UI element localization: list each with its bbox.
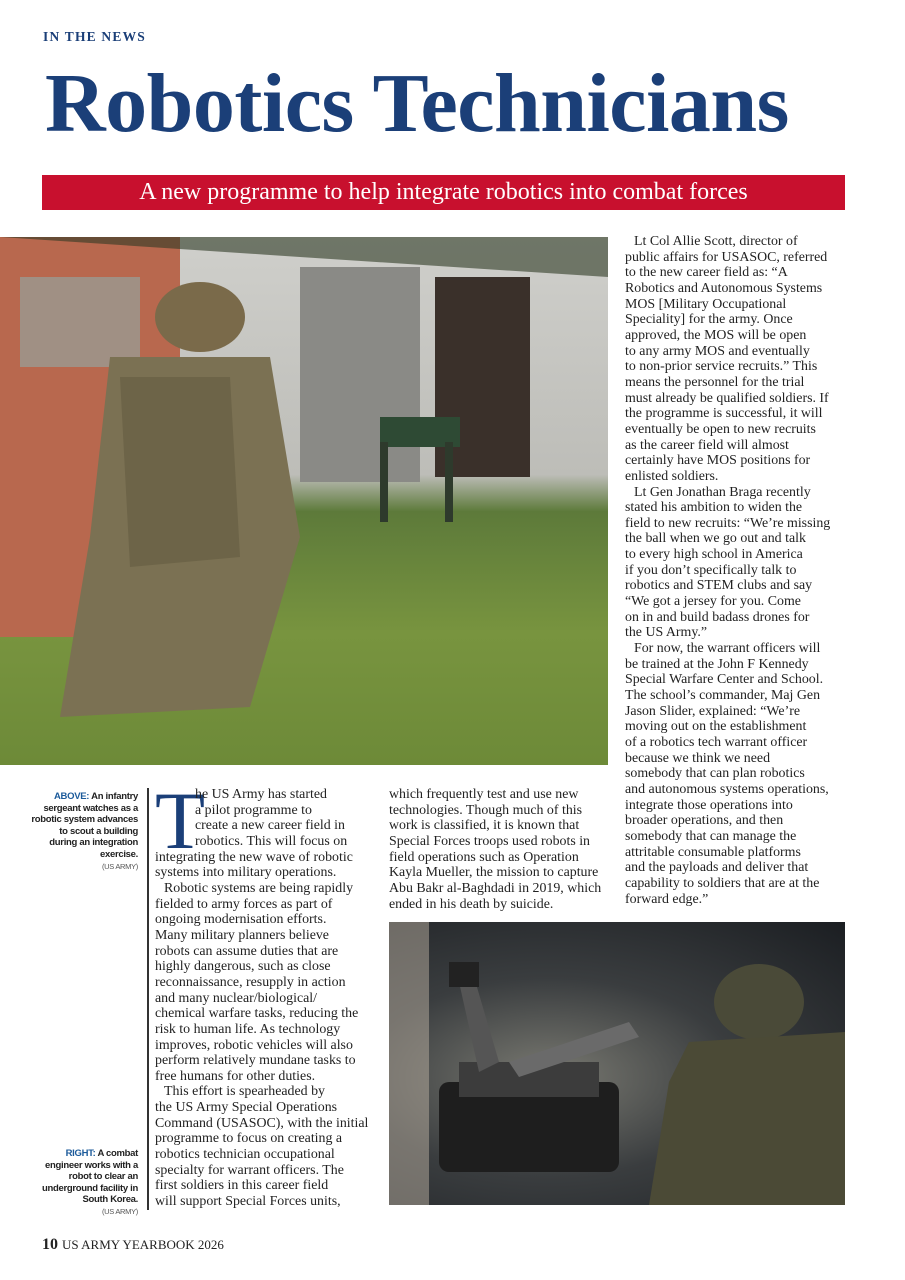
- text-line: approved, the MOS will be open: [625, 327, 807, 343]
- text-line: the ball when we go out and talk: [625, 531, 806, 547]
- photo-soldier-with-robot-dog: [0, 237, 608, 765]
- text-line: somebody that can manage the: [625, 828, 797, 844]
- text-line: which frequently test and use new: [389, 787, 579, 802]
- text-line: risk to human life. As technology: [155, 1021, 341, 1037]
- text-line: forward edge.”: [625, 891, 709, 907]
- text-line: programme to focus on creating a: [155, 1131, 343, 1147]
- caption-credit: (US ARMY): [101, 861, 138, 871]
- text-line: and many nuclear/biological/: [155, 990, 318, 1006]
- drop-cap: T: [155, 775, 206, 866]
- text-line: chemical warfare tasks, reducing the: [155, 1006, 359, 1022]
- text-line: Many military planners believe: [155, 927, 329, 943]
- text-line: field to new recruits: “We’re missing: [625, 515, 831, 531]
- text-line: be trained at the John F Kennedy: [625, 656, 809, 672]
- text-line: robotics and STEM clubs and say: [625, 578, 813, 594]
- text-line: first soldiers in this career field: [155, 1178, 329, 1194]
- text-line: specialty for warrant officers. The: [155, 1162, 344, 1178]
- text-line: moving out on the establishment: [625, 719, 807, 735]
- caption-text: An infantry sergeant watches as a robotic system advances to scout a building during an integration exercise.: [31, 791, 138, 860]
- article-column-right: [625, 234, 830, 907]
- text-line: For now, the warrant officers will: [634, 641, 821, 657]
- article-column-left: [155, 775, 369, 1210]
- text-line: means the personnel for the trial: [625, 374, 805, 390]
- caption-right: [30, 1148, 138, 1218]
- text-line: reconnaissance, resupply in action: [155, 974, 346, 990]
- strapline-banner: A new programme to help integrate robotics into combat forces: [42, 175, 845, 210]
- text-line: fielded to army forces as part of: [155, 896, 333, 912]
- text-line: capability to soldiers that are at the: [625, 875, 820, 891]
- text-line: public affairs for USASOC, referred: [625, 249, 828, 265]
- text-line: This effort is spearheaded by: [164, 1084, 325, 1100]
- text-line: attritable consumable platforms: [625, 844, 801, 860]
- caption-text: A combat engineer works with a robot to clear an underground facility in South Korea.: [41, 1148, 138, 1206]
- text-line: integrating the new wave of robotic: [155, 849, 353, 865]
- text-line: work is classified, it is known that: [389, 818, 580, 834]
- caption-credit: (US ARMY): [101, 1206, 138, 1216]
- text-line: Special Warfare Center and School.: [625, 672, 824, 688]
- text-line: certainly have MOS positions for: [625, 453, 811, 469]
- text-line: stated his ambition to widen the: [625, 500, 803, 516]
- text-line: technologies. Though much of this: [389, 802, 583, 818]
- text-line: because we think we need: [625, 750, 771, 766]
- text-line: broader operations, and then: [625, 813, 784, 829]
- text-line: improves, robotic vehicles will also: [155, 1037, 353, 1053]
- text-line: to non-prior service recruits.” This: [625, 359, 818, 375]
- text-line: integrate those operations into: [625, 797, 793, 813]
- text-line: a pilot programme to: [195, 802, 312, 818]
- text-line: Robotic systems are being rapidly: [164, 880, 354, 896]
- text-line: Jason Slider, explained: “We’re: [625, 703, 800, 719]
- text-line: create a new career field in: [195, 818, 345, 834]
- text-line: on in and build badass drones for: [625, 609, 810, 625]
- text-line: perform relatively mundane tasks to: [155, 1053, 356, 1069]
- text-line: the US Army.”: [625, 625, 708, 641]
- photo-engineer-with-robot: [389, 922, 845, 1205]
- text-line: robotics technician occupational: [155, 1147, 335, 1163]
- text-line: if you don’t specifically talk to: [625, 562, 797, 578]
- caption-above: [30, 791, 138, 872]
- text-line: Command (USASOC), with the initial: [155, 1115, 369, 1131]
- caption-divider: [147, 788, 149, 1210]
- text-line: highly dangerous, such as close: [155, 959, 331, 975]
- page-title: Robotics Technicians: [45, 57, 789, 150]
- text-line: enlisted soldiers.: [625, 468, 719, 484]
- text-line: the programme is successful, it will: [625, 406, 823, 422]
- text-line: robotics. This will focus on: [195, 833, 348, 849]
- section-kicker: IN THE NEWS: [43, 29, 146, 44]
- text-line: Robotics and Autonomous Systems: [625, 280, 823, 296]
- text-line: robots can assume duties that are: [155, 943, 339, 959]
- text-line: must already be qualified soldiers. If: [625, 390, 829, 406]
- text-line: as the career field will almost: [625, 437, 789, 453]
- text-line: somebody that can plan robotics: [625, 766, 805, 782]
- text-line: to any army MOS and eventually: [625, 343, 810, 359]
- text-line: ended in his death by suicide.: [389, 896, 554, 912]
- text-line: field operations such as Operation: [389, 849, 579, 865]
- caption-label: ABOVE:: [54, 791, 90, 802]
- text-line: of a robotics tech warrant officer: [625, 735, 808, 750]
- publication-name: US ARMY YEARBOOK 2026: [62, 1237, 224, 1252]
- text-line: he US Army has started: [195, 787, 327, 802]
- text-line: to the new career field as: “A: [625, 265, 788, 281]
- text-line: MOS [Military Occupational: [625, 296, 787, 312]
- text-line: and autonomous systems operations,: [625, 781, 829, 797]
- text-line: will support Special Forces units,: [155, 1194, 341, 1210]
- text-line: Lt Gen Jonathan Braga recently: [634, 484, 811, 500]
- text-line: Kayla Mueller, the mission to capture: [389, 865, 599, 881]
- text-line: and the payloads and deliver that: [625, 860, 809, 876]
- text-line: systems into military operations.: [155, 865, 337, 881]
- text-line: Special Forces troops used robots in: [389, 833, 591, 849]
- text-line: “We got a jersey for you. Come: [625, 594, 801, 610]
- text-line: to every high school in America: [625, 547, 803, 563]
- text-line: Speciality] for the army. Once: [625, 312, 793, 328]
- page-number: 10: [42, 1236, 58, 1253]
- text-line: Lt Col Allie Scott, director of: [634, 234, 798, 249]
- text-line: the US Army Special Operations: [155, 1100, 338, 1116]
- text-line: ongoing modernisation efforts.: [155, 912, 327, 928]
- article-column-middle: [389, 787, 601, 912]
- text-line: eventually be open to new recruits: [625, 421, 816, 437]
- text-line: Abu Bakr al-Baghdadi in 2019, which: [389, 880, 602, 896]
- page-footer: [42, 1236, 224, 1254]
- text-line: free humans for other duties.: [155, 1068, 316, 1084]
- text-line: The school’s commander, Maj Gen: [625, 688, 821, 704]
- caption-label: RIGHT:: [65, 1148, 96, 1159]
